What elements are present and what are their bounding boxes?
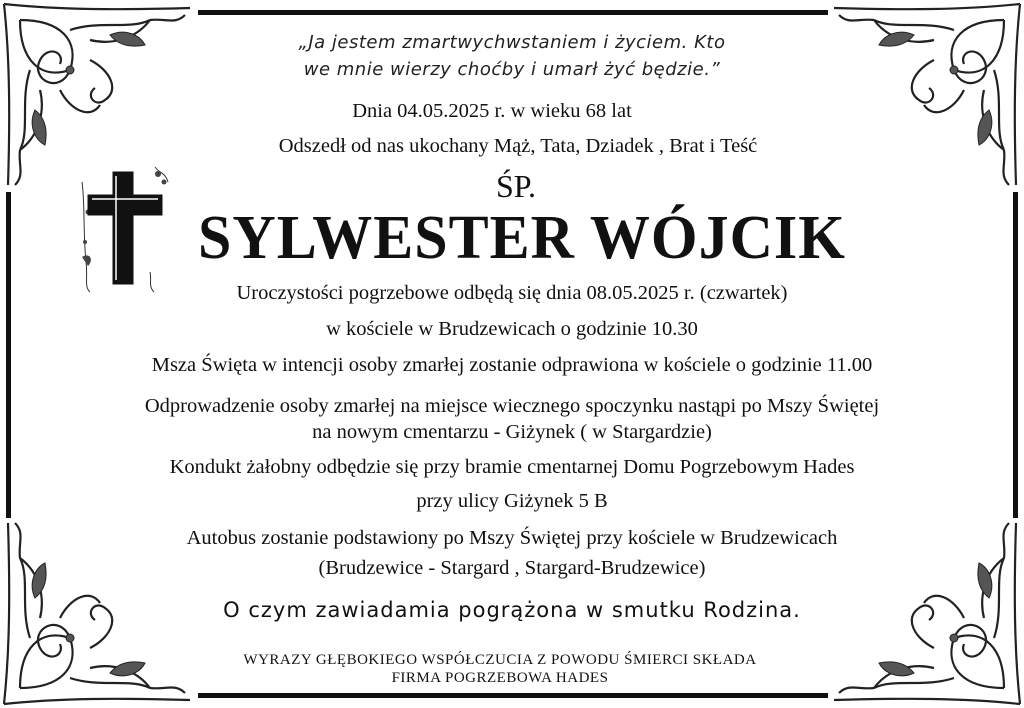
- detail-line: na nowym cmentarzu - Giżynek ( w Stargardzie): [312, 421, 712, 443]
- detail-line: (Brudzewice - Stargard , Stargard-Brudzewice): [318, 557, 706, 579]
- date-line: Dnia 04.05.2025 r. w wieku 68 lat: [352, 100, 632, 122]
- frame-top-line: [198, 10, 828, 15]
- footer-line-1: WYRAZY GŁĘBOKIEGO WSPÓŁCZUCIA Z POWODU ŚMIERCI SKŁADA: [243, 652, 757, 668]
- detail-line: Autobus zostanie podstawiony po Mszy Świętej przy kościele w Brudzewicach: [186, 527, 838, 549]
- detail-line: przy ulicy Giżynek 5 B: [416, 490, 608, 512]
- frame-bottom-line: [198, 693, 828, 698]
- quote-line-2: we mnie wierzy choćby i umarł żyć będzie.”: [303, 59, 721, 80]
- footer-line-2: FIRMA POGRZEBOWA HADES: [391, 670, 609, 686]
- floral-corner-icon: [824, 0, 1024, 190]
- detail-line: Uroczystości pogrzebowe odbędą się dnia 08.05.2025 r. (czwartek): [236, 282, 788, 304]
- detail-line: Msza Święta w intencji osoby zmarłej zostanie odprawiona w kościele o godzinie 11.00: [151, 354, 873, 376]
- closing-line: O czym zawiadamia pogrążona w smutku Rodzina.: [223, 598, 801, 622]
- quote-line-1: „Ja jestem zmartwychwstaniem i życiem. Kto: [298, 32, 726, 53]
- deceased-name: SYLWESTER WÓJCIK: [198, 202, 846, 272]
- detail-line: w kościele w Brudzewicach o godzinie 10.30: [326, 318, 698, 340]
- detail-line: Odprowadzenie osoby zmarłej na miejsce wiecznego spoczynku nastąpi po Mszy Świętej: [144, 395, 880, 417]
- detail-line: Kondukt żałobny odbędzie się przy bramie cmentarnej Domu Pogrzebowym Hades: [169, 456, 855, 478]
- deceased-prefix: ŚP.: [495, 168, 537, 204]
- corner-ornament-top-right: [824, 0, 1024, 190]
- departed-line: Odszedł od nas ukochany Mąż, Tata, Dziadek , Brat i Teść: [278, 135, 758, 157]
